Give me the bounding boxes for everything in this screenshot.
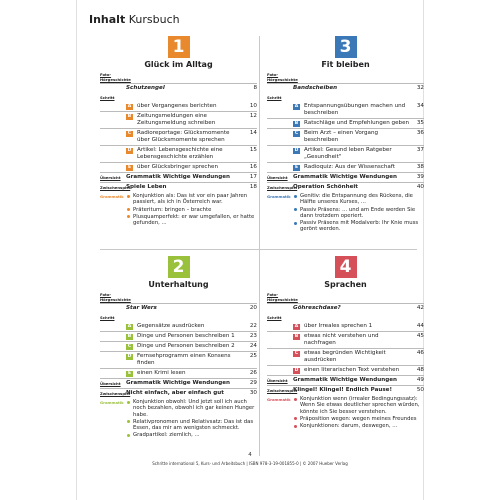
step-row[interactable] [267,333,424,349]
footer-copyright: Schritte international 5, Kurs- und Arbeitsbuch | ISBN 978-3-19-001855-0 | © 2007 Hueber Verlag [152,461,348,466]
step-page: 36 [416,130,424,136]
ubersicht-label: Übersicht [100,381,121,386]
spacer [100,164,126,165]
grammar-point: Präposition wegen: wegen meines Freundes [293,416,424,422]
spacer [100,113,126,114]
zwischenspiel-page: 50 [416,387,424,393]
grammar-list [126,193,257,227]
step-row[interactable] [267,147,424,163]
step-cell [293,164,424,171]
zwischenspiel-row[interactable] [100,184,257,192]
foto-title: Schutzengel [126,85,165,91]
unit-title: Glück im Alltag [144,60,213,69]
zwischenspiel-label: Zwischenspiel [100,185,131,190]
ubersicht-row[interactable] [267,174,424,183]
step-text: Radioreportage: Glücksmomente über Glücksmomente sprechen [137,130,230,143]
step-cell [126,353,257,367]
grammar-list [293,193,424,234]
grammar-block [267,396,424,430]
grammar-list [293,396,424,430]
unit-number-badge: 3 [335,36,357,58]
step-row[interactable] [100,353,257,369]
ubersicht-page: 49 [416,377,424,383]
title-bold: Inhalt [89,13,126,26]
step-cell [293,130,424,144]
step-letter-badge: E [294,164,299,170]
ubersicht-row[interactable] [100,174,257,183]
schritt-label: Schritt [100,95,115,100]
step-text: Gegensätze ausdrücken [137,323,205,329]
ubersicht-cell [126,174,257,181]
step-cell [126,323,257,330]
spacer [267,305,293,306]
step-page: 44 [416,323,424,329]
grammar-list [126,399,257,440]
step-page: 24 [249,343,257,349]
zwischenspiel-row[interactable] [267,387,424,395]
zwischenspiel-text: Nicht einfach, aber einfach gut [126,390,224,396]
grammar-point: Genitiv: die Entspannung des Rückens, die Hälfte unseres Kurses, ... [293,193,424,206]
unit-2-section [100,256,257,440]
step-page: 15 [249,147,257,153]
step-row[interactable] [100,370,257,379]
ubersicht-cell [293,377,424,384]
step-row[interactable] [100,343,257,352]
ubersicht-row[interactable] [100,380,257,389]
ubersicht-label: Übersicht [267,175,288,180]
grammar-point: Passiv Präsens: ... und am Ende werden Sie dann trotzdem operiert. [293,207,424,220]
step-row[interactable] [100,103,257,112]
title-rest: Kursbuch [128,13,180,26]
step-letter-badge: D [127,147,132,153]
ubersicht-text: Grammatik Wichtige Wendungen [126,174,231,180]
step-row[interactable] [267,130,424,146]
step-cell [126,370,257,377]
grammar-point: Plusquamperfekt: er war umgefallen, er hatte gefunden, ... [126,214,257,227]
unit-number-badge: 2 [168,256,190,278]
step-cell [126,130,257,144]
step-page: 23 [249,333,257,339]
foto-title-row[interactable] [100,85,257,93]
ubersicht-label: Übersicht [100,175,121,180]
step-cell [293,333,424,347]
foto-cell [293,85,424,92]
grammar-point: Passiv Präsens mit Modalverb: Ihr Knie muss gerönt werden. [293,220,424,233]
step-letter-badge: C [127,343,132,349]
step-row[interactable] [100,147,257,163]
step-cell [293,350,424,364]
unit-title: Fit bleiben [321,60,370,69]
step-text: Fernsehprogramm einen Konsens finden [137,353,231,366]
foto-page: 20 [249,305,257,311]
foto-title: Star Wers [126,305,157,311]
zwischenspiel-cell [293,184,424,191]
foto-title-row[interactable] [100,305,257,313]
zwischenspiel-page: 40 [416,184,424,190]
unit-1-section [100,36,257,227]
spacer [267,85,293,86]
zwischenspiel-row[interactable] [100,390,257,398]
step-cell [126,103,257,110]
foto-title: Bandscheiben [293,85,338,91]
step-page: 14 [249,130,257,136]
foto-hoergeschichte-row [100,71,257,84]
step-text: Radioquiz: Aus der Wissenschaft [304,164,395,170]
grammar-point: Präteritum: bringen – brachte [126,207,257,213]
grammar-block [267,193,424,234]
spacer [100,147,126,148]
step-cell [126,333,257,340]
step-page: 10 [249,103,257,109]
step-row[interactable] [267,350,424,366]
foto-title-row[interactable] [267,305,424,313]
foto-cell [293,305,424,312]
spacer [267,367,293,368]
schritt-header [267,94,424,102]
step-text: Dinge und Personen beschreiben 1 [137,333,235,339]
ubersicht-page: 29 [249,380,257,386]
step-text: Entspannungsübungen machen und beschreiben [304,103,406,116]
ubersicht-cell [126,380,257,387]
grammatik-label: Grammatik [267,194,291,199]
zwischenspiel-cell [126,390,257,397]
step-letter-badge: D [127,353,132,359]
step-text: über Vergangenes berichten [137,103,217,109]
grammar-point: Konjunktion wenn (irrealer Bedingungssatz): Wenn Sie etwas deutlicher sprechen würden, könnte ich Sie besser verstehen. [293,396,424,415]
step-row[interactable] [267,120,424,129]
ubersicht-cell [293,174,424,181]
step-row[interactable] [100,323,257,332]
ubersicht-text: Grammatik Wichtige Wendungen [126,380,231,386]
ubersicht-row[interactable] [267,377,424,386]
page-title [89,13,180,26]
step-page: 48 [416,367,424,373]
spacer [267,323,293,324]
step-letter-badge: A [127,323,132,329]
unit-number-badge: 4 [335,256,357,278]
foto-label: Foto-Hörgeschichte [267,72,298,82]
spacer [267,103,293,104]
step-page: 22 [249,323,257,329]
foto-hoergeschichte-row [100,291,257,304]
step-page: 35 [416,120,424,126]
ubersicht-label: Übersicht [267,378,288,383]
zwischenspiel-label: Zwischenspiel [267,388,298,393]
step-cell [126,164,257,171]
step-cell [293,367,424,374]
step-row[interactable] [100,333,257,342]
step-cell [126,113,257,127]
step-cell [126,147,257,161]
spacer [100,343,126,344]
spacer [100,353,126,354]
zwischenspiel-cell [126,184,257,191]
foto-page: 42 [416,305,424,311]
ubersicht-page: 17 [249,174,257,180]
foto-page: 32 [416,85,424,91]
step-letter-badge: E [127,164,132,170]
page-footer [76,452,424,466]
grammar-point: Konjunktion als: Das ist vor ein paar Jahren passiert, als ich in Österreich war. [126,193,257,206]
zwischenspiel-label: Zwischenspiel [267,185,298,190]
step-letter-badge: A [127,103,132,109]
spacer [100,370,126,371]
ubersicht-text: Grammatik Wichtige Wendungen [293,174,398,180]
unit-4-section [267,256,424,430]
grammar-point: Relativpronomen und Relativsatz: Das ist das Essen, das mir am wenigsten schmeckt. [126,419,257,432]
step-row[interactable] [100,164,257,173]
foto-label: Foto-Hörgeschichte [100,292,131,302]
spacer [267,164,293,165]
foto-title-row[interactable] [267,85,424,93]
step-page: 45 [416,333,424,339]
step-page: 37 [416,147,424,153]
step-page: 16 [249,164,257,170]
zwischenspiel-text: Klingel! Klingel! Endlich Pause! [293,387,392,393]
zwischenspiel-label: Zwischenspiel [100,391,131,396]
spacer [100,103,126,104]
unit-3-section [267,36,424,234]
foto-page: 8 [253,85,257,91]
step-letter-badge: E [127,370,132,376]
foto-label: Foto-Hörgeschichte [267,292,298,302]
zwischenspiel-row[interactable] [267,184,424,192]
step-letter-badge: D [294,147,299,153]
step-cell [293,120,424,127]
schritt-label: Schritt [267,95,282,100]
schritt-header [100,314,257,322]
step-text: über Glücksbringer sprechen [137,164,218,170]
horizontal-divider [100,249,417,250]
grammar-point: Konjunktion obwohl: Und jetzt soll ich auch noch bezahlen, obwohl ich gar keinen Hunger habe. [126,399,257,418]
step-text: etwas begründen Wichtigkeit ausdrücken [304,350,386,363]
zwischenspiel-cell [293,387,424,394]
step-page: 25 [249,353,257,359]
spacer [267,130,293,131]
step-letter-badge: C [127,130,132,136]
foto-hoergeschichte-row [267,71,424,84]
step-text: Artikel: Lebensgeschichte eine Lebensgeschichte erzählen [137,147,223,160]
grammatik-label: Grammatik [100,400,124,405]
step-cell [293,103,424,117]
schritt-label: Schritt [100,315,115,320]
spacer [100,85,126,86]
grammar-point: Konjunktionen: darum, deswegen, ... [293,423,424,429]
footer-page-number: 4 [248,452,252,458]
foto-hoergeschichte-row [267,291,424,304]
step-row[interactable] [267,164,424,173]
schritt-label: Schritt [267,315,282,320]
step-letter-badge: A [294,103,299,109]
step-cell [126,343,257,350]
foto-cell [126,85,257,92]
step-row[interactable] [100,113,257,129]
spacer [267,333,293,334]
ubersicht-text: Grammatik Wichtige Wendungen [293,377,398,383]
step-row[interactable] [267,367,424,376]
step-letter-badge: B [294,333,299,339]
step-letter-badge: D [294,367,299,373]
step-letter-badge: B [294,120,299,126]
step-cell [293,147,424,161]
zwischenspiel-text: Operation Schönheit [293,184,358,190]
zwischenspiel-text: Spiele Leben [126,184,167,190]
vertical-divider [259,36,260,456]
step-letter-badge: B [127,113,132,119]
zwischenspiel-page: 30 [249,390,257,396]
spacer [267,120,293,121]
grammatik-label: Grammatik [267,397,291,402]
step-page: 34 [416,103,424,109]
grammar-point: Gradpartikel: ziemlich, ... [126,432,257,438]
spacer [100,323,126,324]
foto-label: Foto-Hörgeschichte [100,72,131,82]
step-row[interactable] [267,323,424,332]
foto-title: Göhreschdase? [293,305,341,311]
grammatik-label: Grammatik [100,194,124,199]
step-letter-badge: C [294,350,299,356]
step-text: einen literarischen Text verstehen [304,367,400,373]
step-text: etwas nicht verstehen und nachfragen [304,333,379,346]
schritt-header [267,314,424,322]
unit-title: Sprachen [324,280,367,289]
spacer [267,350,293,351]
step-page: 12 [249,113,257,119]
step-cell [293,323,424,330]
spacer [100,305,126,306]
unit-number-badge: 1 [168,36,190,58]
step-text: Artikel: Gesund leben Ratgeber „Gesundheit" [304,147,392,160]
step-text: über Irreales sprechen 1 [304,323,373,329]
step-row[interactable] [100,130,257,146]
grammar-block [100,193,257,227]
step-letter-badge: B [127,333,132,339]
ubersicht-page: 39 [416,174,424,180]
step-page: 46 [416,350,424,356]
step-page: 38 [416,164,424,170]
step-row[interactable] [267,103,424,119]
step-page: 26 [249,370,257,376]
zwischenspiel-page: 18 [249,184,257,190]
step-text: Ratschläge und Empfehlungen geben [304,120,410,126]
foto-cell [126,305,257,312]
step-letter-badge: C [294,130,299,136]
step-text: Dinge und Personen beschreiben 2 [137,343,235,349]
schritt-header [100,94,257,102]
spacer [267,147,293,148]
spacer [100,333,126,334]
step-letter-badge: A [294,323,299,329]
spacer [100,130,126,131]
grammar-block [100,399,257,440]
step-text: Zeitungsmeldungen eine Zeitungsmeldung schreiben [137,113,216,126]
step-text: Beim Arzt – einen Vorgang beschreiben [304,130,379,143]
step-text: einen Krimi lesen [137,370,186,376]
unit-title: Unterhaltung [148,280,209,289]
